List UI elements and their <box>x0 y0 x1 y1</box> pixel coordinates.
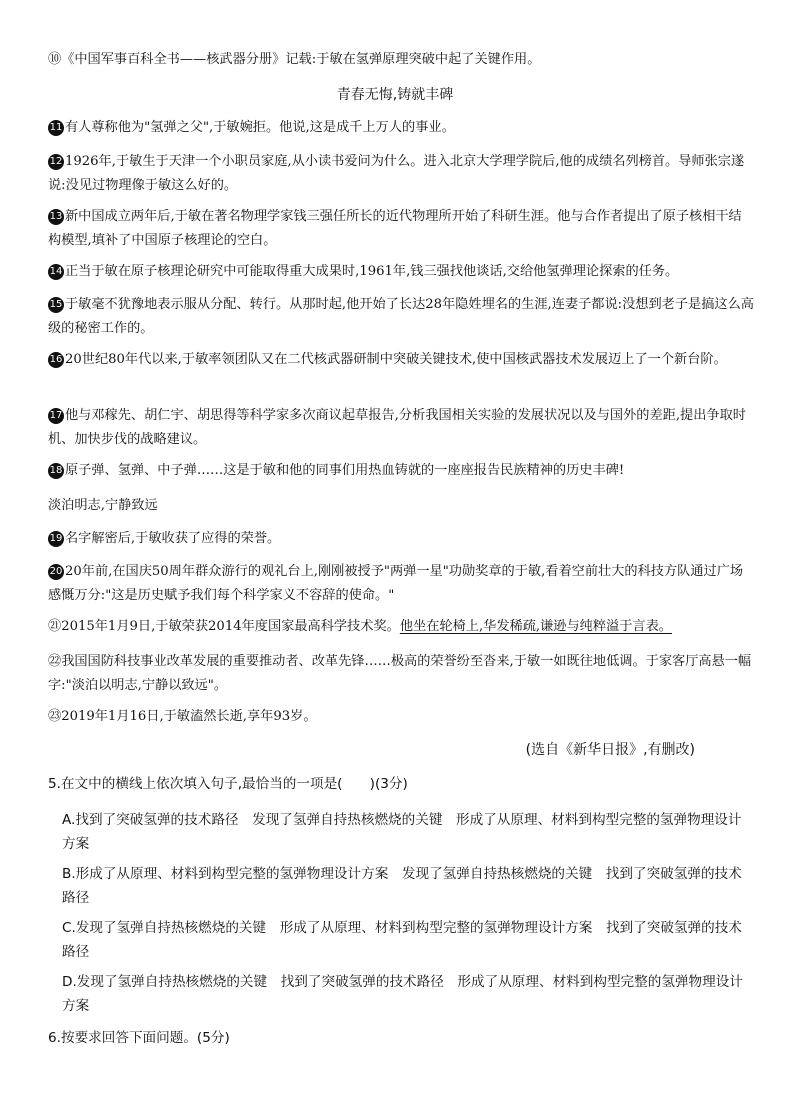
paragraph-23-number: ㉓ <box>48 709 62 724</box>
paragraph-14 <box>48 260 754 284</box>
paragraph-11 <box>48 116 754 140</box>
question-6-stem: 6.按要求回答下面问题。(5分) <box>48 1030 230 1046</box>
paragraph-17-number: 17 <box>48 408 64 424</box>
paragraph-21-text: 2015年1月9日,于敏荣获2014年度国家最高科学技术奖。 <box>61 619 400 634</box>
paragraph-21 <box>48 615 754 639</box>
paragraph-22-number: ㉒ <box>48 654 62 669</box>
paragraph-13 <box>48 205 754 253</box>
paragraph-18-text: 原子弹、氢弹、中子弹……这是于敏和他的同事们用热血铸就的一座座报告民族精神的历史丰碑! <box>65 463 625 478</box>
paragraph-22 <box>48 650 754 698</box>
paragraph-15-number: 15 <box>48 297 64 313</box>
paragraph-13-number: 13 <box>48 209 64 225</box>
paragraph-19-number: 19 <box>48 531 64 547</box>
question-5-option-b[interactable]: B.形成了从原理、材料到构型完整的氢弹物理设计方案 发现了氢弹自持热核燃烧的关键 找到了突破氢弹的技术路径 <box>62 866 742 906</box>
question-5-option-c[interactable]: C.发现了氢弹自持热核燃烧的关键 形成了从原理、材料到构型完整的氢弹物理设计方案 找到了突破氢弹的技术路径 <box>62 920 742 960</box>
paragraph-16-number: 16 <box>48 352 64 368</box>
paragraph-14-text: 正当于敏在原子核理论研究中可能取得重大成果时,1961年,钱三强找他谈话,交给他氢弹理论探索的任务。 <box>65 264 679 279</box>
paragraph-15-text: 于敏毫不犹豫地表示服从分配、转行。从那时起,他开始了长达28年隐姓埋名的生涯,连妻子都说:没想到老子是搞这么高级的秘密工作的。 <box>48 297 754 336</box>
section-title-youth: 青春无悔,铸就丰碑 <box>336 87 454 103</box>
paragraph-20-number: 20 <box>48 564 64 580</box>
question-5-option-a[interactable]: A.找到了突破氢弹的技术路径 发现了氢弹自持热核燃烧的关键 形成了从原理、材料到构型完整的氢弹物理设计方案 <box>62 812 742 852</box>
section-title-tranquil: 淡泊明志,宁静致远 <box>48 498 158 513</box>
paragraph-23 <box>48 705 754 729</box>
paragraph-16 <box>48 348 754 372</box>
paragraph-15 <box>48 293 754 341</box>
paragraph-19 <box>48 527 754 551</box>
paragraph-20-text: 20年前,在国庆50周年群众游行的观礼台上,刚刚被授予"两弹一星"功勋奖章的于敏,看着空前壮大的科技方队通过广场感慨万分:"这是历史赋予我们每个科学家义不容辞的使命。" <box>48 564 744 603</box>
question-5-stem: 5.在文中的横线上依次填入句子,最恰当的一项是( )(3分) <box>48 776 408 792</box>
paragraph-21-number: ㉑ <box>48 619 62 634</box>
paragraph-13-text: 新中国成立两年后,于敏在著名物理学家钱三强任所长的近代物理所开始了科研生涯。他与合作者提出了原子核相干结构模型,填补了中国原子核理论的空白。 <box>48 209 742 248</box>
paragraph-23-text: 2019年1月16日,于敏溘然长逝,享年93岁。 <box>61 709 317 724</box>
paragraph-17 <box>48 404 754 452</box>
paragraph-14-number: 14 <box>48 264 64 280</box>
source-citation: (选自《新华日报》,有删改) <box>525 742 695 758</box>
paragraph-11-number: 11 <box>48 120 64 136</box>
paragraph-12 <box>48 150 754 198</box>
paragraph-18-number: 18 <box>48 463 64 479</box>
paragraph-10 <box>48 48 754 72</box>
paragraph-12-number: 12 <box>48 154 64 170</box>
paragraph-16-text: 20世纪80年代以来,于敏率领团队又在二代核武器研制中突破关键技术,使中国核武器技术发展迈上了一个新台阶。 <box>65 352 727 367</box>
paragraph-17-text: 他与邓稼先、胡仁宇、胡思得等科学家多次商议起草报告,分析我国相关实验的发展状况以及与国外的差距,提出争取时机、加快步伐的战略建议。 <box>48 408 746 447</box>
paragraph-19-text: 名字解密后,于敏收获了应得的荣誉。 <box>65 531 281 546</box>
paragraph-20 <box>48 560 754 608</box>
paragraph-12-text: 1926年,于敏生于天津一个小职员家庭,从小读书爱问为什么。进入北京大学理学院后,他的成绩名列榜首。导师张宗遂说:没见过物理像于敏这么好的。 <box>48 154 745 193</box>
paragraph-11-text: 有人尊称他为"氢弹之父",于敏婉拒。他说,这是成千上万人的事业。 <box>65 120 455 135</box>
paragraph-21-underlined-sentence: 他坐在轮椅上,华发稀疏,谦逊与纯粹溢于言表。 <box>399 619 672 634</box>
paragraph-10-number: ⑩ <box>48 52 62 67</box>
paragraph-22-text: 我国国防科技事业改革发展的重要推动者、改革先锋……极高的荣誉纷至沓来,于敏一如既往地低调。于家客厅高悬一幅字:"淡泊以明志,宁静以致远"。 <box>48 654 752 693</box>
question-5-option-d[interactable]: D.发现了氢弹自持热核燃烧的关键 找到了突破氢弹的技术路径 形成了从原理、材料到构型完整的氢弹物理设计方案 <box>62 974 743 1014</box>
paragraph-18 <box>48 459 754 483</box>
paragraph-10-text: 《中国军事百科全书——核武器分册》记载:于敏在氢弹原理突破中起了关键作用。 <box>61 52 541 67</box>
